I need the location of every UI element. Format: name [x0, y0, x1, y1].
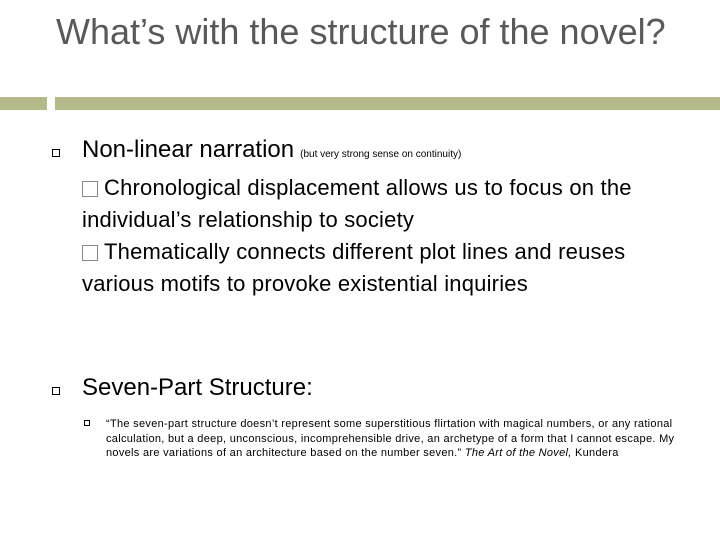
quote-bullet-icon — [84, 420, 90, 426]
bullet-square-icon — [52, 387, 60, 395]
quote-author: Kundera — [574, 447, 619, 459]
bullet-seven-part: Seven-Part Structure: — [82, 374, 313, 401]
slide-title: What’s with the structure of the novel? — [56, 11, 666, 52]
bullet-nonlinear — [82, 136, 461, 169]
accent-bar-right — [55, 97, 720, 110]
checkbox-bullet-icon — [82, 245, 98, 261]
subitem-thematic-text: Thematically connects different plot lines and reuses various motifs to provoke existential inquiries — [82, 239, 626, 296]
kundera-quote — [106, 417, 681, 461]
bullet-nonlinear-text: Non-linear narration — [82, 136, 295, 163]
checkbox-bullet-icon — [82, 181, 98, 197]
quote-source-title: The Art of the Novel, — [464, 447, 572, 459]
subitem-chronological-text: Chronological displacement allows us to focus on the individual’s relationship to society — [82, 175, 632, 232]
subitem-chronological — [82, 172, 692, 236]
bullet-square-icon — [52, 149, 60, 157]
bullet-nonlinear-note: (but very strong sense on continuity) — [300, 149, 462, 160]
subitem-thematic — [82, 236, 692, 300]
accent-bar-left — [0, 97, 47, 110]
quote-text: “The seven-part structure doesn’t represent some superstitious flirtation with magical numbers, or any rational calculation, but a deep, unconscious, incomprehensible drive, an archetype of a form that I cannot escape. My novels are variations of an architecture based on the number seven.” — [106, 418, 675, 459]
